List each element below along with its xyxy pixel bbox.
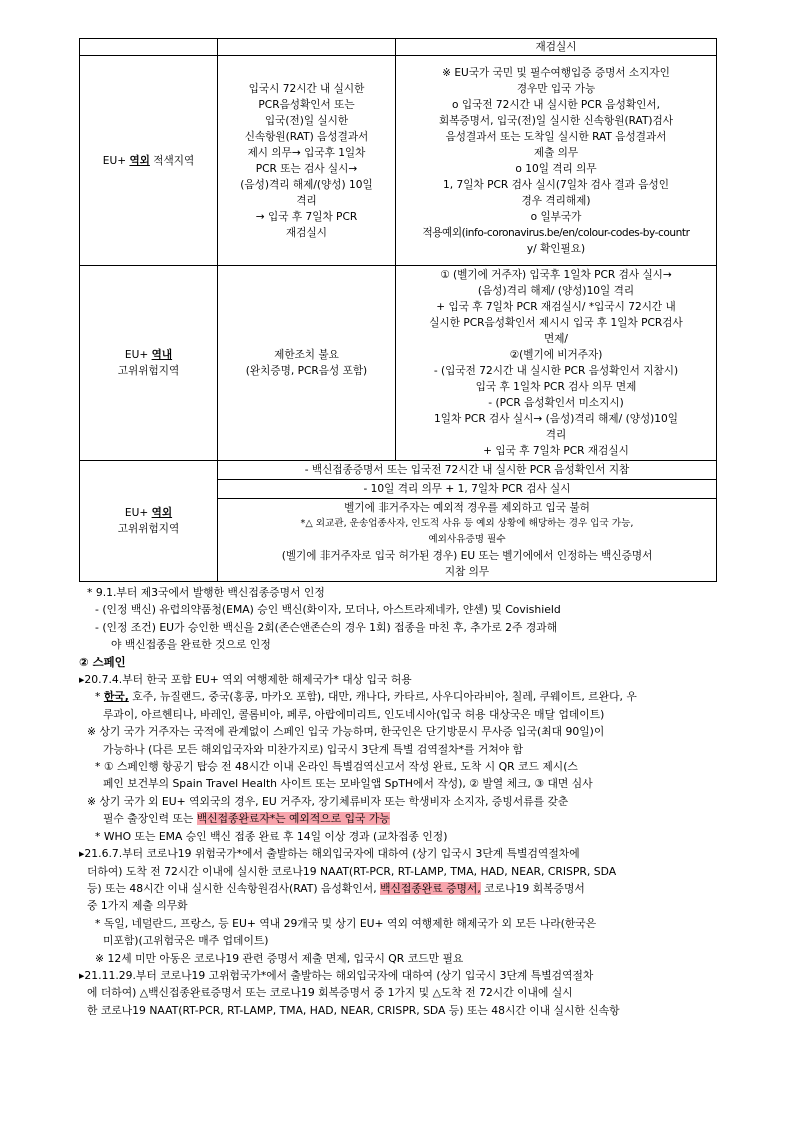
note-line: 미포함)(고위험국은 매주 업데이트) — [103, 934, 269, 948]
detail-cell: ① (벨기에 거주자) 입국후 1일차 PCR 검사 실시→ (음성)격리 해제/ (양성)10일 격리 + 입국 후 7일차 PCR 재검실시/ *입국시 72시간 내 실시한 PCR음성확인서 제시시 입국 후 1일차 PCR검사 면제/ ②(벨기에 비거주자) - (입국전 72시간 내 실시한 PCR 음성확인서 지참시) 입국 후 1일차 PCR 검사 의무 면제 - (PCR 음성확인서 미소지시) 1일차 PCR 검사 실시→ (음성)격리 해제/ (양성)10일 격리 + 입국 후 7일차 PCR 재검실시 — [396, 266, 717, 461]
note-line: * 9.1.부터 제3국에서 발행한 백신접종증명서 인정 — [87, 586, 325, 599]
region-label-cell: EU+ 역내 고위위험지역 — [80, 266, 218, 461]
table-cell — [80, 39, 218, 56]
highlighted-text: 백신접종완료 증명서, — [380, 881, 481, 895]
document-page — [79, 38, 717, 1019]
note-line: 중 1가지 제출 의무화 — [87, 899, 188, 913]
notes-section — [79, 584, 717, 1019]
note-line: 에 더하여) △백신접종완료증명서 또는 코로나19 회복증명서 중 1가지 및 △도착 전 72시간 이내에 실시 — [87, 986, 573, 1000]
note-line: ▸20.7.4.부터 한국 포함 EU+ 역외 여행제한 해제국가* 대상 입국 허용 — [79, 673, 412, 687]
table-row — [80, 39, 717, 56]
merged-rule-cell: - 10일 격리 의무 + 1, 7일차 PCR 검사 실시 — [218, 480, 717, 499]
measure-cell: 제한조치 불요 (완치증명, PCR음성 포함) — [218, 266, 396, 461]
note-line: 페인 보건부의 Spain Travel Health 사이트 또는 모바일앱 SpTH에서 작성), ② 발열 체크, ③ 대면 심사 — [103, 777, 593, 791]
note-line: - (인정 백신) 유럽의약품청(EMA) 승인 백신(화이자, 모더나, 아스트라제네카, 얀센) 및 Covishield — [95, 603, 561, 617]
note-line: * ① 스페인행 항공기 탑승 전 48시간 이내 온라인 특별검역신고서 작성 완료, 도착 시 QR 코드 제시(스 — [95, 760, 578, 774]
detail-cell: ※ EU국가 국민 및 필수여행입증 증명서 소지자인 경우만 입국 가능 o 입국전 72시간 내 실시한 PCR 음성확인서, 회복증명서, 입국(전)일 실시한 신속항원(RAT)검사 음성결과서 또는 도착일 실시한 RAT 음성결과서 제출 의무 o 10일 격리 의무 1, 7일차 PCR 검사 실시(7일차 검사 결과 음성인 경우 격리해제) o 일부국가 적용예외(info-coronavirus.be/en/colour-codes-by-countr y/ 확인필요) — [396, 56, 717, 266]
measure-cell: 입국시 72시간 내 실시한 PCR음성확인서 또는 입국(전)일 실시한 신속항원(RAT) 음성결과서 제시 의무→ 입국후 1일차 PCR 또는 검사 실시→ (음성)격리 해제/(양성) 10일 격리 → 입국 후 7일차 PCR 재검실시 — [218, 56, 396, 266]
region-label-cell: EU+ 역외 적색지역 — [80, 56, 218, 266]
note-line: ▸21.6.7.부터 코로나19 위험국가*에서 출발하는 해외입국자에 대하여 (상기 입국시 3단계 특별검역절차에 — [79, 847, 580, 861]
note-line: * WHO 또는 EMA 승인 백신 접종 완료 후 14일 이상 경과 (교차접종 인정) — [95, 829, 448, 843]
note-line: 필수 출장인력 또는 백신접종완료자*는 예외적으로 입국 가능 — [103, 812, 390, 826]
entry-rules-table — [79, 38, 717, 582]
note-line: - (인정 조건) EU가 승인한 백신을 2회(존슨앤존슨의 경우 1회) 접종을 마친 후, 추가로 2주 경과해 — [95, 620, 558, 634]
note-line: 가능하나 (다른 모든 해외입국자와 미찬가지로) 입국시 3단계 특별 검역절차*를 거쳐야 함 — [103, 742, 524, 756]
table-cell — [218, 39, 396, 56]
table-row-eu-external-red — [80, 56, 717, 266]
table-row-eu-external-high-risk — [80, 461, 717, 480]
highlighted-text: 백신접종완료자*는 예외적으로 입국 가능 — [196, 812, 390, 826]
table-row-eu-internal-high-risk — [80, 266, 717, 461]
note-line: ※ 상기 국가 거주자는 국적에 관계없이 스페인 입국 가능하며, 한국인은 단기방문시 무사증 입국(최대 90일)이 — [87, 725, 605, 739]
merged-rule-cell: - 백신접종증명서 또는 입국전 72시간 내 실시한 PCR 음성확인서 지참 — [218, 461, 717, 480]
note-line: ▸21.11.29.부터 코로나19 고위험국가*에서 출발하는 해외입국자에 대하여 (상기 입국시 3단계 특별검역절차 — [79, 968, 594, 982]
note-line: ※ 상기 국가 외 EU+ 역외국의 경우, EU 거주자, 장기체류비자 또는 학생비자 소지자, 증빙서류를 갖춘 — [87, 794, 569, 808]
note-line: 루과이, 아르헨티나, 바레인, 콜롬비아, 페루, 아랍에미리트, 인도네시아(입국 허용 대상국은 매달 업데이트) — [103, 707, 605, 721]
note-line: 한 코로나19 NAAT(RT-PCR, RT-LAMP, TMA, HAD, NEAR, CRISPR, SDA 등) 또는 48시간 이내 실시한 신속항 — [87, 1003, 620, 1017]
header-cell-retest: 재검실시 — [396, 39, 717, 56]
note-line: 야 백신접종을 완료한 것으로 인정 — [111, 638, 271, 652]
note-line: * 한국, 호주, 뉴질랜드, 중국(홍콩, 마카오 포함), 대만, 캐나다, 카타르, 사우디아라비아, 칠레, 쿠웨이트, 르완다, 우 — [95, 690, 637, 704]
note-line: ※ 12세 미만 아동은 코로나19 관련 증명서 제출 면제, 입국시 QR 코드만 필요 — [95, 951, 464, 965]
section-heading-spain: ② 스페인 — [79, 654, 126, 669]
region-label-cell: EU+ 역외 고위위험지역 — [80, 461, 218, 582]
note-line: 더하여) 도착 전 72시간 이내에 실시한 코로나19 NAAT(RT-PCR, RT-LAMP, TMA, HAD, NEAR, CRISPR, SDA — [87, 864, 617, 878]
merged-rule-cell: 벨기에 非거주자는 예외적 경우를 제외하고 입국 불허 *△ 외교관, 운송업종사자, 인도적 사유 등 예외 상황에 해당하는 경우 입국 가능, 예외사유증명 필수 (벨기에 非거주자로 입국 허가된 경우) EU 또는 벨기에에서 인정하는 백신증명서 지참 의무 — [218, 499, 717, 582]
note-line: 등) 또는 48시간 이내 실시한 신속항원검사(RAT) 음성확인서, 백신접종완료 증명서, 코로나19 회복증명서 — [87, 881, 585, 895]
note-line: * 독일, 네덜란드, 프랑스, 등 EU+ 역내 29개국 및 상기 EU+ 역외 여행제한 해제국가 외 모든 나라(한국은 — [95, 916, 597, 930]
